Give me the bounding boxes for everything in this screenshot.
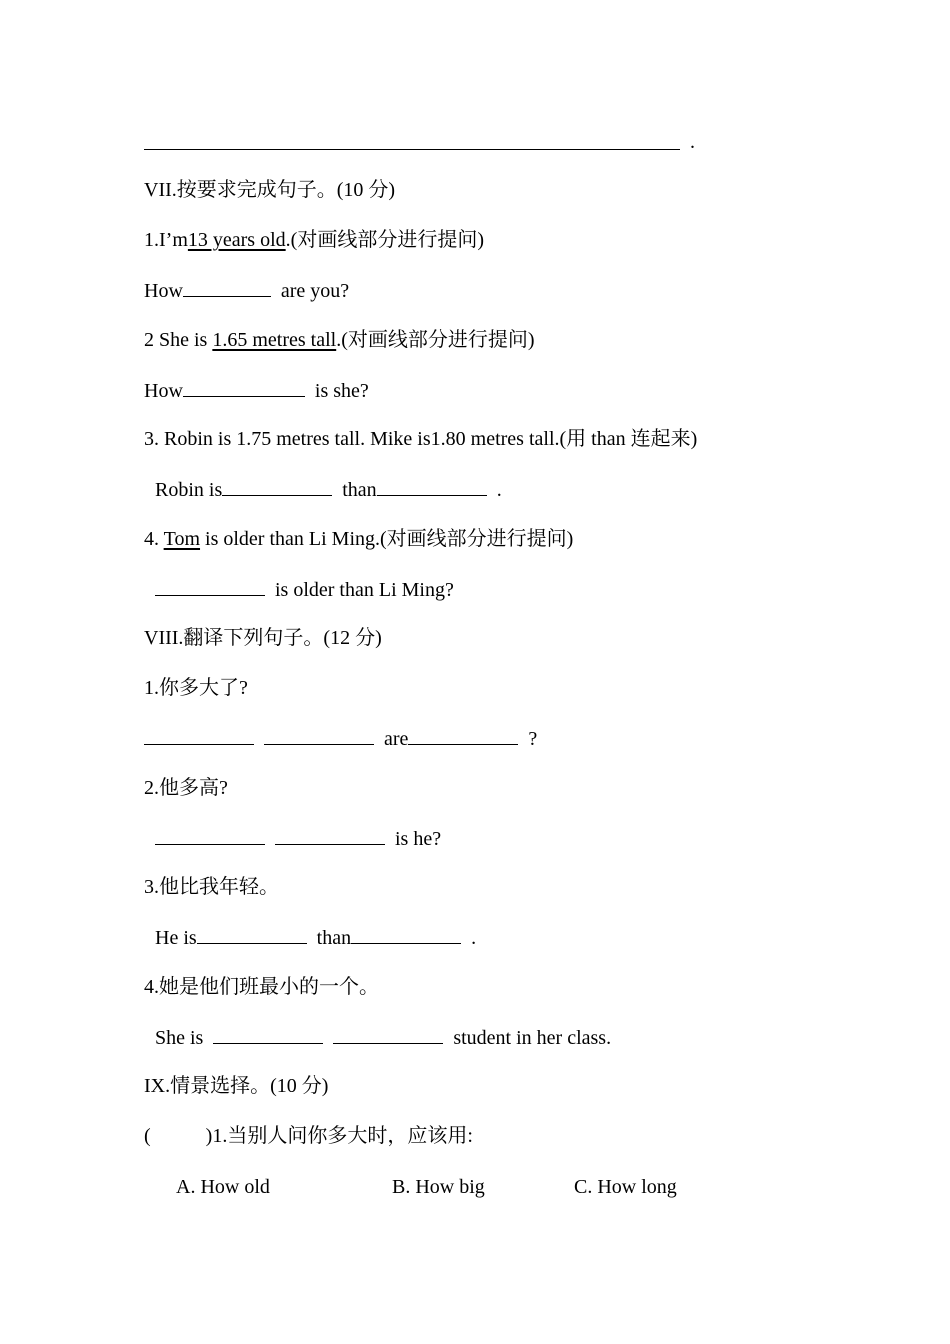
q-text: 4. <box>144 528 164 550</box>
answer-blank[interactable] <box>155 826 265 845</box>
answer-text: He is <box>155 927 197 949</box>
answer-blank[interactable] <box>275 826 385 845</box>
section-vii-heading: VII.按要求完成句子。(10 分) <box>144 179 396 201</box>
answer-text: student in her class. <box>448 1027 612 1049</box>
s7-answer-1 <box>144 278 349 303</box>
s7-question-4 <box>144 527 573 551</box>
answer-text: How <box>144 280 183 302</box>
answer-text: She is <box>155 1027 209 1049</box>
q-instruction: .(对画线部分进行提问) <box>336 329 535 351</box>
answer-blank[interactable] <box>197 925 307 944</box>
answer-blank[interactable] <box>183 378 305 397</box>
answer-blank-line[interactable] <box>144 149 680 150</box>
answer-blank[interactable] <box>377 477 487 496</box>
s8-question-3: 3.他比我年轻。 <box>144 876 279 898</box>
option-c[interactable]: C. How long <box>574 1176 677 1198</box>
s7-answer-4 <box>155 577 454 602</box>
answer-text: is older than Li Ming? <box>270 579 454 601</box>
answer-text: are <box>379 728 409 750</box>
answer-text: are you? <box>275 280 350 302</box>
option-a[interactable]: A. How old <box>176 1176 270 1198</box>
s9-question-1 <box>144 1124 473 1148</box>
answer-blank[interactable] <box>333 1025 443 1044</box>
s8-answer-3 <box>155 925 476 950</box>
answer-text: ? <box>523 728 538 750</box>
s8-question-1: 1.你多大了? <box>144 677 248 699</box>
answer-paren-open: ( <box>144 1125 151 1147</box>
section-viii-heading: VIII.翻译下列句子。(12 分) <box>144 627 382 649</box>
q-instruction: .(对画线部分进行提问) <box>285 229 484 251</box>
answer-blank[interactable] <box>222 477 332 496</box>
answer-blank[interactable] <box>408 726 518 745</box>
q-instruction: is older than Li Ming.(对画线部分进行提问) <box>200 528 574 550</box>
answer-blank[interactable] <box>183 278 271 297</box>
s7-answer-3 <box>155 477 502 502</box>
answer-text: is he? <box>390 828 442 850</box>
answer-blank[interactable] <box>213 1025 323 1044</box>
q-text: 1.I’m <box>144 229 188 251</box>
s7-question-3: 3. Robin is 1.75 metres tall. Mike is1.80 metres tall.(用 than 连起来) <box>144 428 698 450</box>
period: . <box>690 131 695 153</box>
s8-answer-2 <box>155 826 441 851</box>
underlined-part: 13 years old <box>187 229 286 251</box>
s8-answer-1 <box>144 726 537 751</box>
q-text: 2 She is <box>144 329 213 351</box>
q-text: )1.当别人问你多大时，应该用: <box>205 1125 473 1147</box>
s7-answer-2 <box>144 378 369 403</box>
underlined-part: Tom <box>163 528 201 550</box>
section-ix-heading: IX.情景选择。(10 分) <box>144 1075 329 1097</box>
answer-blank[interactable] <box>155 577 265 596</box>
answer-text: Robin is <box>155 479 223 501</box>
s8-answer-4 <box>155 1025 611 1050</box>
answer-blank[interactable] <box>144 726 254 745</box>
s8-question-4: 4.她是他们班最小的一个。 <box>144 976 379 998</box>
answer-blank[interactable] <box>351 925 461 944</box>
answer-blank[interactable] <box>264 726 374 745</box>
s7-question-2 <box>144 328 535 352</box>
answer-text: . <box>491 479 502 501</box>
answer-text: . <box>466 927 477 949</box>
s8-question-2: 2.他多高? <box>144 777 228 799</box>
s7-question-1 <box>144 228 484 252</box>
answer-text: is she? <box>309 380 369 402</box>
answer-text: than <box>337 479 377 501</box>
option-b[interactable]: B. How big <box>392 1176 485 1198</box>
answer-text: than <box>311 927 352 949</box>
underlined-part: 1.65 metres tall <box>212 329 337 351</box>
answer-text: How <box>144 380 183 402</box>
